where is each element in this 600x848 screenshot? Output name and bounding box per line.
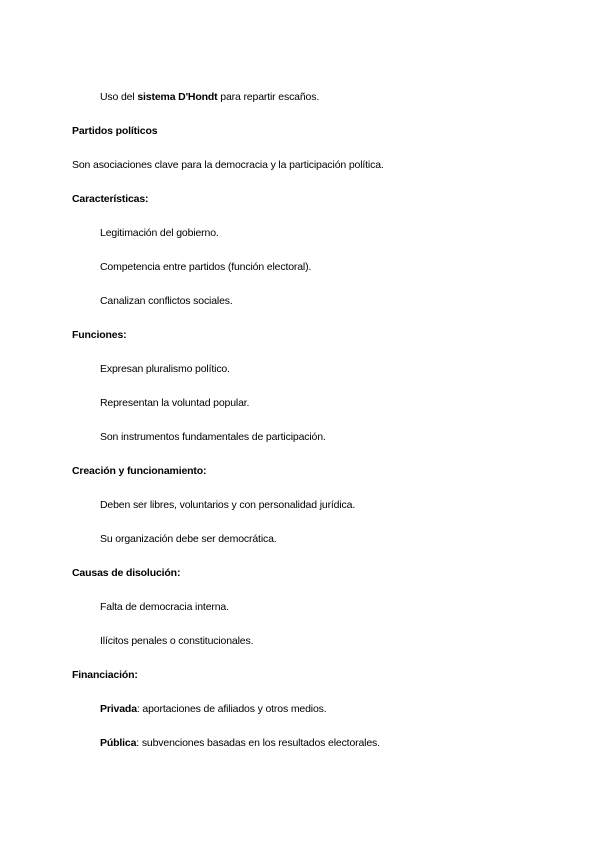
- dhondt-suffix: para repartir escaños.: [217, 91, 320, 103]
- financiacion-publica: [100, 736, 380, 750]
- disolucion-item: Falta de democracia interna.: [100, 601, 229, 613]
- heading-disolucion: Causas de disolución:: [72, 567, 181, 579]
- heading-financiacion: Financiación:: [72, 669, 138, 681]
- caracteristicas-item: Legitimación del gobierno.: [100, 227, 219, 239]
- publica-label: Pública: [100, 737, 137, 749]
- heading-partidos: Partidos políticos: [72, 125, 158, 137]
- financiacion-privada: [100, 702, 327, 716]
- privada-label: Privada: [100, 703, 137, 715]
- caracteristicas-item: Canalizan conflictos sociales.: [100, 295, 233, 307]
- dhondt-prefix: Uso del: [100, 91, 138, 103]
- publica-text: : subvenciones basadas en los resultados electorales.: [136, 737, 380, 749]
- funciones-item: Representan la voluntad popular.: [100, 397, 250, 409]
- heading-creacion: Creación y funcionamiento:: [72, 465, 207, 477]
- heading-caracteristicas: Características:: [72, 193, 149, 205]
- privada-text: : aportaciones de afiliados y otros medios.: [136, 703, 327, 715]
- dhondt-bold: sistema D'Hondt: [137, 91, 218, 103]
- funciones-item: Expresan pluralismo político.: [100, 363, 230, 375]
- heading-funciones: Funciones:: [72, 329, 127, 341]
- disolucion-item: Ilícitos penales o constitucionales.: [100, 635, 254, 647]
- dhondt-line: [100, 90, 319, 104]
- creacion-item: Su organización debe ser democrática.: [100, 533, 277, 545]
- partidos-description: Son asociaciones clave para la democracia y la participación política.: [72, 159, 384, 171]
- creacion-item: Deben ser libres, voluntarios y con personalidad jurídica.: [100, 499, 356, 511]
- caracteristicas-item: Competencia entre partidos (función electoral).: [100, 261, 312, 273]
- funciones-item: Son instrumentos fundamentales de participación.: [100, 431, 326, 443]
